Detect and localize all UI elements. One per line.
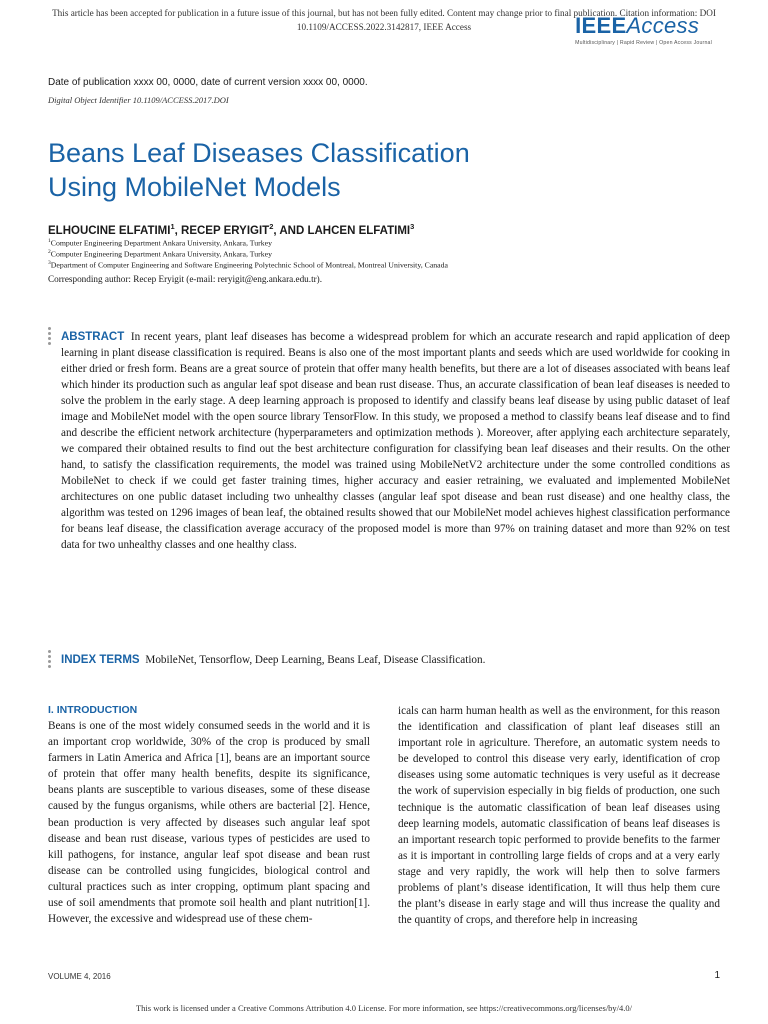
author-2-sup: 2 [269,222,274,231]
author-2: RECEP ERYIGIT [181,224,270,237]
index-terms-label: INDEX TERMS [61,654,140,666]
index-terms [61,652,730,668]
license-notice: This work is licensed under a Creative Commons Attribution 4.0 License. For more information, see https://creativecommons.org/licenses/by/4.0/ [135,1003,633,1013]
affiliation-2: $^2$Computer Engineering Department Ankara University, Ankara, Turkey [48,249,272,259]
body-column-left [48,703,370,927]
logo-wordmark [575,13,712,39]
notice-line-2: 10.1109/ACCESS.2022.3142817, IEEE Access [296,22,472,32]
author-3-sup: 3 [410,222,415,231]
publication-date: Date of publication xxxx 00, 0000, date of current version xxxx 00, 0000. [48,77,368,88]
notice-line-1: This article has been accepted for publication in a future issue of this journal, but has not been fully edited. Content may change prior to final publication. Citation information: DOI [52,8,716,18]
intro-paragraph-left: Beans is one of the most widely consumed seeds in the world and it is an important crop worldwide, 30% of the crop is produced by small farmers in Latin America and Africa [1], beans are an important source of protein that offer many health benefits, despite its significance, beans plants are susceptible to various diseases, some of these disease caused by the fungus organisms, while others are bacterial [2]. Hence, bean production is very affected by diseases such angular leaf spot disease and bean rust disease, various types of pesticides are used to kill pathogens, for instance, angular leaf spot disease and bean rust disease can be controlled using fungicides, biological control and cultural practices such as inter cropping, optimum plant spacing and use of soil amendments that promote soil health and plant nutrition[1]. However, the excessive and widespread use of these chem- [48,720,370,926]
index-terms-marker-icon [48,650,51,670]
affiliation-1: $^1$Computer Engineering Department Ankara University, Ankara, Turkey [48,238,272,248]
abstract [61,329,730,553]
ieee-access-logo [575,13,712,46]
body-column-right [398,703,720,928]
author-1-sup: 1 [170,222,175,231]
index-terms-text: MobileNet, Tensorflow, Deep Learning, Beans Leaf, Disease Classification. [145,654,486,666]
page-number: 1 [714,970,720,981]
affiliation-3: $^3$Department of Computer Engineering and Software Engineering Polytechnic School of Montreal, Montreal University, Canada [48,260,448,270]
title-line-2: Using MobileNet Models [48,172,341,202]
author-list: ELHOUCINE ELFATIMI$^1$, RECEP ERYIGIT$^2$, AND LAHCEN ELFATIMI$^3$ [48,222,415,237]
corresponding-author: Corresponding author: Recep Eryigit (e-mail: reryigit@eng.ankara.edu.tr). [48,274,323,284]
logo-italic: Access [626,13,700,38]
logo-tagline: Multidisciplinary | Rapid Review | Open Access Journal [575,40,712,46]
abstract-marker-icon [48,327,51,347]
abstract-text: In recent years, plant leaf diseases has become a widespread problem for which an accurate research and rapid application of deep learning in plant disease classification is required. Beans is also one of the most important plants and seeds which are used worldwide for cooking in either dried or fresh form. Beans are a great source of protein that offer many health benefits, but there are a lot of diseases associated with beans leaf which hinder its production such as angular leaf spot disease and bean rust disease. Thus, an accurate classification of bean leaf diseases is needed to solve the problem in the early stage. A deep learning approach is proposed to identify and classify beans leaf disease by using public dataset of leaf image and MobileNet model with the open source library TensorFlow. In this study, we proposed a method to classify beans leaf disease and to find and describe the efficient network architecture (hyperparameters and optimization methods ). Moreover, after applying each architecture separately, we compared their obtained results to find out the best architecture configuration for classifying bean leaf diseases and their results. On the other hand, to satisfy the classification requirements, the model was trained using MobileNetV2 architecture under the some controlled conditions as MobileNet to check if we could get faster training times, higher accuracy and easier retraining, we evaluated and implemented MobileNet architectures on one public dataset including two unhealthy classes (angular leaf spot disease and bean rust disease) and one healthy class, the algorithm was tested on 1296 images of bean leaf, the obtained results showed that our MobileNet model achieves highest classification performance for beans leaf disease, the classification average accuracy of the proposed model is more than 97% on training dataset and more than 92% on test data for two unhealthy classes and one healthy class. [61,331,730,551]
abstract-label: ABSTRACT [61,331,125,343]
title-line-1: Beans Leaf Diseases Classification [48,138,470,168]
doi-line: Digital Object Identifier 10.1109/ACCESS.2017.DOI [48,95,229,105]
volume-label: VOLUME 4, 2016 [48,972,111,981]
paper-title [48,136,728,204]
intro-paragraph-right: icals can harm human health as well as the environment, for this reason the identification and classification of plant leaf diseases still an important role in agriculture. Therefore, an automatic system needs to be developed to control this disease very early, identification of crop diseases using some automatic techniques is very useful as it decrease the work of supervision especially in big fields of production, one such technique is the automatic classification of bean leaf diseases using deep learning models, automatic classification of beans leaf diseases is an important research topic performed to provide benefits to the farmer as it is important in controlling large fields of crops and at a very early stage and very rapidly, the work will help then to solve farmers problems of plant’s disease identification, It will thus help them cure the plant’s disease in early stage and will thus increase the quality and the quantity of crops, and therefore help in increasing [398,705,720,927]
affiliations [48,237,448,271]
logo-bold: IEEE [575,13,627,38]
section-heading-introduction: I. INTRODUCTION [48,704,138,716]
author-3: AND LAHCEN ELFATIMI [279,224,411,237]
author-1: ELHOUCINE ELFATIMI [48,224,171,237]
